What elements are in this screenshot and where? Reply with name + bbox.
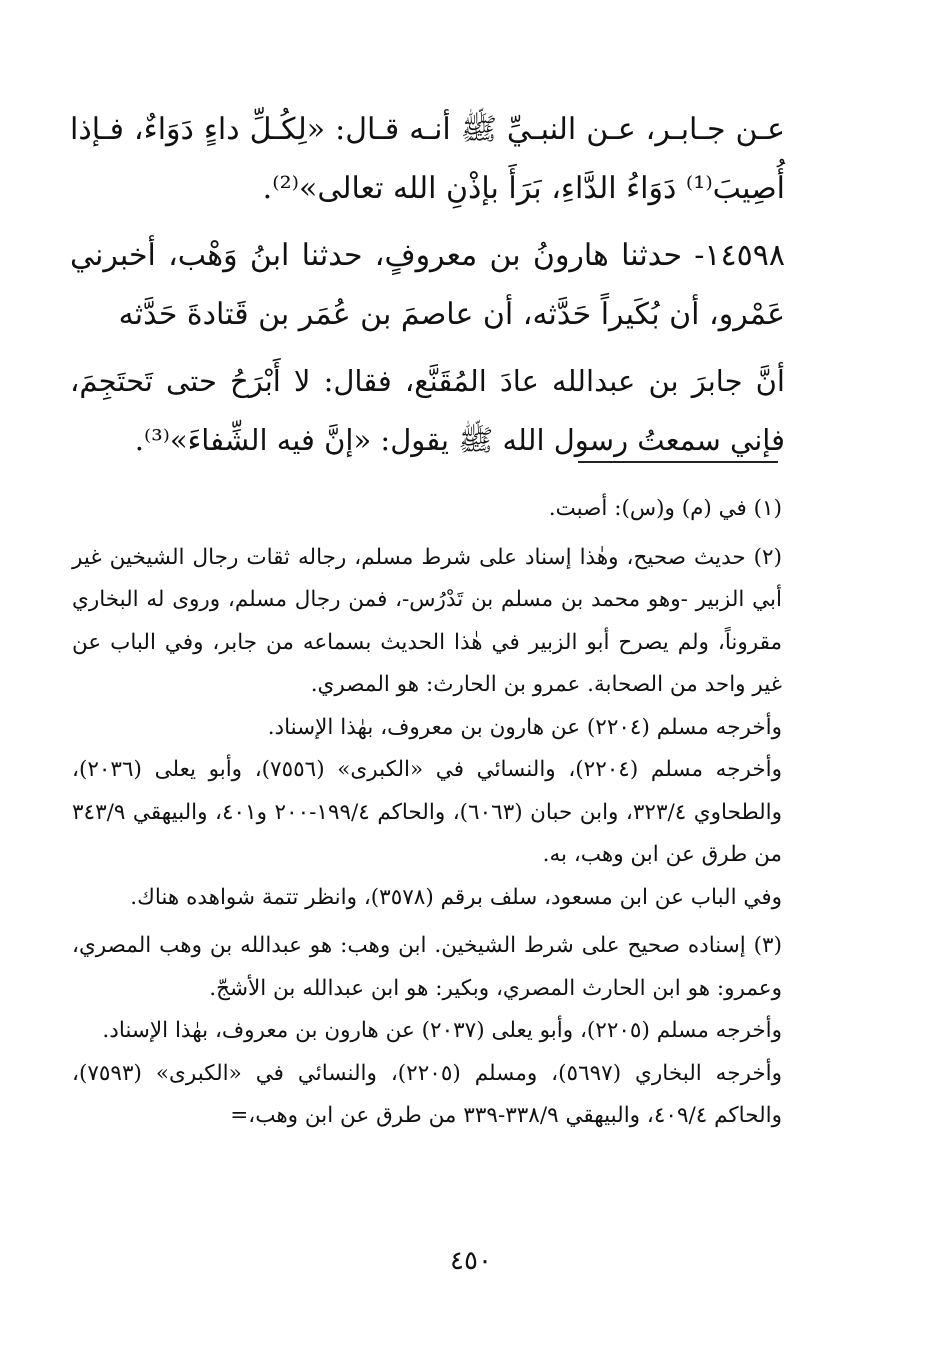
footnote-paragraph: وأخرجه مسلم (٢٢٠٤)، والنسائي في «الكبرى» (٧٥٥٦)، وأبو يعلى (٢٠٣٦)، والطحاوي ٣٢٣/٤، وابن حبان (٦٠٦٣)، والحاكم ١٩٩/٤-٢٠٠ و٤٠١، والبيهقي ٣٤٣/٩ من طرق عن ابن وهب، به.: [72, 757, 782, 867]
hadith-text: عـن جـابـر، عـن النبـيِّ ﷺ أنـه قـال: «لِكُـلِّ داءٍ دَوَاءٌ، فـإذا أُصِيبَ⁽¹⁾ دَوَاءُ الدَّاءِ، بَرَأَ بإذْنِ الله تعالى»⁽²⁾.: [70, 112, 785, 206]
footnote-1: (١) في (م) و(س): أصبت.: [548, 496, 782, 521]
footnote-paragraph: وأخرجه البخاري (٥٦٩٧)، ومسلم (٢٢٠٥)، والنسائي في «الكبرى» (٧٥٩٣)، والحاكم ٤٠٩/٤، والبيهقي ٣٣٨/٩-٣٣٩ من طرق عن ابن وهب،=: [72, 1060, 782, 1128]
footnote-paragraph: وأخرجه مسلم (٢٢٠٥)، وأبو يعلى (٢٠٣٧) عن هارون بن معروف، بهٰذا الإسناد.: [102, 1018, 782, 1043]
main-text: [70, 100, 785, 470]
footnote-divider: [578, 461, 778, 463]
hadith-text: أنَّ جابرَ بن عبدالله عادَ المُقَنَّع، فقال: لا أَبْرَحُ حتى تَحتَجِمَ، فإني سمعتُ رسول الله ﷺ يقول: «إنَّ فيه الشِّفاءَ»⁽³⁾.: [70, 364, 785, 457]
footnote-3: (٣) إسناده صحيح على شرط الشيخين. ابن وهب: هو عبدالله بن وهب المصري، وعمرو: هو ابن الحارث المصري، وبكير: هو ابن عبدالله بن الأشجّ.: [72, 933, 782, 1001]
footnotes: [72, 488, 782, 1138]
isnad-text: ١٤٥٩٨- حدثنا هارونُ بن معروفٍ، حدثنا ابنُ وَهْب، أخبرني عَمْرو، أن بُكَيراً حَدَّثه، أن عاصمَ بن عُمَر بن قَتادةَ حَدَّثه: [70, 238, 785, 332]
footnote-paragraph: وأخرجه مسلم (٢٢٠٤) عن هارون بن معروف، بهٰذا الإسناد.: [267, 714, 782, 740]
footnote-2: (٢) حديث صحيح، وهٰذا إسناد على شرط مسلم، رجاله ثقات رجال الشيخين غير أبي الزبير -وهو محمد بن مسلم بن تَدْرُس-، فمن رجال مسلم، وروى له البخاري مقروناً، ولم يصرح أبو الزبير في هٰذا الحديث بسماعه من جابر، وفي الباب عن غير واحد من الصحابة. عمرو بن الحارث: هو المصري.: [72, 544, 782, 697]
page-number: ٤٥٠: [450, 1246, 492, 1276]
footnote-paragraph: وفي الباب عن ابن مسعود، سلف برقم (٣٥٧٨)، وانظر تتمة شواهده هناك.: [130, 884, 782, 910]
